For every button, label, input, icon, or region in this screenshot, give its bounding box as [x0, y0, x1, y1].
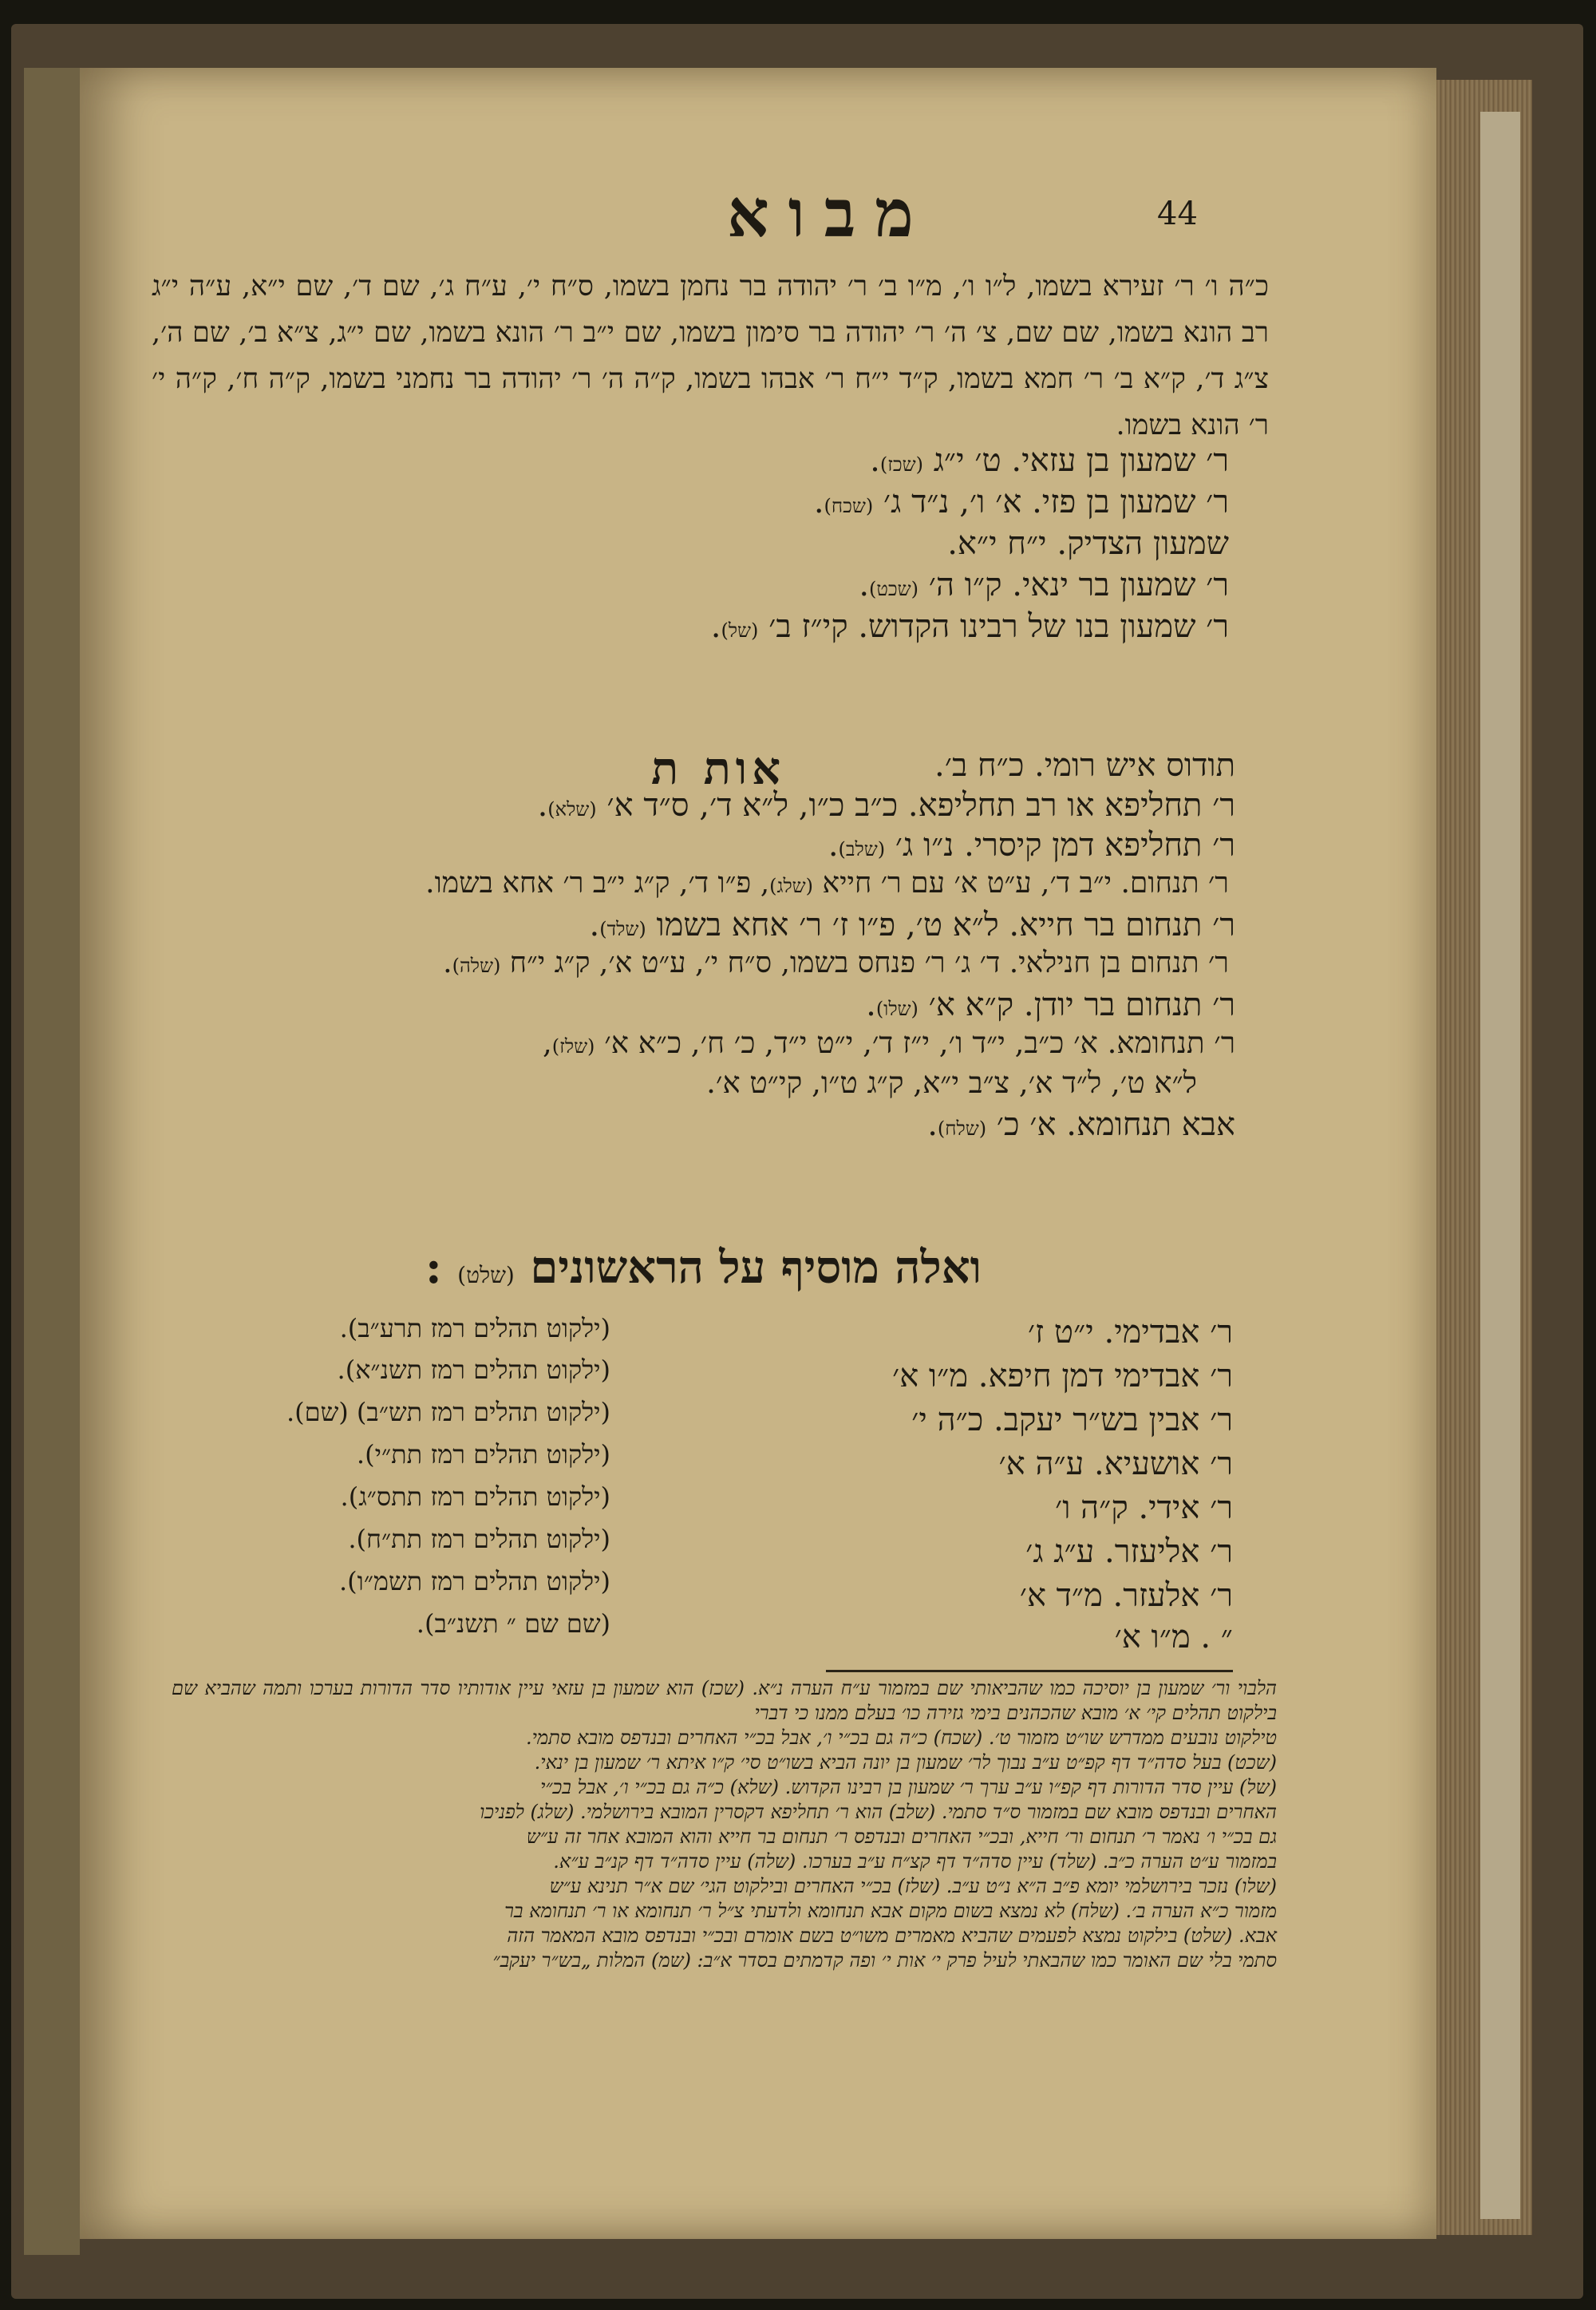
addendum-heading: ואלה מוסיף על הראשונים (שלט) :: [425, 1241, 982, 1294]
list-item: ל״א ט׳, ל״ד א׳, צ״ב י״א, ק״ג ט״ו, קי״ט א׳.: [706, 1066, 1197, 1100]
list-item: ר׳ שמעון בנו של רבינו הקדוש. קי״ז ב׳ (של).: [710, 608, 1229, 645]
footnote-line: אבא. (שלט) בילקוט נמצא לפעמים שהביא מאמרים משו״ט בשם אומרם ובכ״י ובנדפס מובא המאמר הזה: [507, 1924, 1277, 1947]
addendum-rabbi: ״ . מ״ו א׳: [1114, 1619, 1233, 1655]
list-item: ר׳ שמעון בן עזאי. ט׳ י״ג (שכז).: [870, 442, 1229, 479]
list-item: ר׳ תנחום בר יודן. ק״א א׳ (שלו).: [866, 987, 1235, 1023]
addendum-source: (ילקוט תהלים רמז תת״ח).: [348, 1524, 610, 1554]
list-item: ר׳ תחליפא דמן קיסרי. נ״ו ג׳ (שלב).: [828, 827, 1235, 864]
footnote-divider: [826, 1670, 1233, 1672]
addendum-rabbi: ר׳ אליעזר. ע״ג ג׳: [1025, 1533, 1233, 1570]
footnote-line: (שכט) בעל סדה״ד דף קפ״ט ע״ב נבוך לר׳ שמעון בן יונה הביא בשו״ט סי׳ ק״ו איתא ר׳ שמעון בן ינאי.: [534, 1751, 1277, 1774]
section-title: מבוא: [727, 176, 933, 252]
footnote-line: הלבוי ור׳ שמעון בן יוסיכה כמו שהביאותי שם במזמור ע״ח הערה נ״א. (שכז) הוא שמעון בן עזאי עיין אודותיו סדר הדורות בערכו ותמה שהביא שם בילקוט תהלים קי׳ א׳ מובא שהכהנים בימי גזירה כו׳ בעלם ממנו כי דברי: [172, 1677, 1277, 1724]
addendum-source: (ילקוט תהלים רמז תש״ב) (שם).: [286, 1397, 610, 1427]
addendum-rabbi: ר׳ אבדימי דמן חיפא. מ״ו א׳: [891, 1358, 1233, 1394]
footnote-line: (של) עיין סדר הדורות דף קפ״ו ע״ב ערך ר׳ שמעון בן רבינו הקדוש. (שלא) כ״ה גם בכ״י ו׳, אבל בכ״י: [540, 1776, 1277, 1798]
footnote-line: מזמור כ״א הערה ב׳. (שלח) לא נמצא בשום מקום אבא תנחומא ולדעתי צ״ל ר׳ תנחומא או ר׳ תנחומא בר: [504, 1900, 1277, 1922]
addendum-source: (ילקוט תהלים רמז תשמ״ו).: [339, 1566, 610, 1596]
addendum-rabbi: ר׳ אלעזר. מ״ד א׳: [1019, 1577, 1233, 1614]
addendum-source: (ילקוט תהלים רמז תשנ״א).: [337, 1355, 610, 1385]
footnote-line: טילקוט נובעים ממדרש שו״ט מזמור ט׳. (שכח) כ״ה גם בכ״י ו׳, אבל בכ״י האחרים ובנדפס מובא סתמי.: [525, 1727, 1277, 1749]
footnote-line: (שלו) נזכר בירושלמי יומא פ״ב ה״א נ״ט ע״ב. (שלז) בכ״י האחרים ובילקוט הגי׳ שם א״ר תנינא ע״ש: [549, 1875, 1277, 1897]
list-item: ר׳ תחליפא או רב תחליפא. כ״ב כ״ו, ל״א ד׳, ס״ד א׳ (שלא).: [537, 787, 1235, 824]
addendum-rabbi: ר׳ אבדימי. י״ט ז׳: [1027, 1314, 1233, 1351]
list-item: ר׳ תנחום. י״ב ד׳, ע״ט א׳ עם ר׳ חייא (שלג), פ״ו ד׳, ק״ג י״ב ר׳ אחא בשמו.: [425, 867, 1229, 900]
addendum-source: (ילקוט תהלים רמז תת״י).: [356, 1439, 610, 1469]
addendum-source: (ילקוט תהלים רמז תתס״ג).: [340, 1481, 610, 1512]
footnote-line: גם בכ״י ו׳ נאמר ר׳ תנחום ור׳ חייא, ובכ״י האחרים ובנדפס ר׳ תנחום בר חייא והוא המובא אחר זה ע״ש: [526, 1825, 1277, 1848]
footnotes: [172, 1676, 1277, 1973]
addendum-rabbi: ר׳ אידי. ק״ה ו׳: [1054, 1489, 1233, 1526]
addendum-rabbi: ר׳ אבין בש״ר יעקב. כ״ה י׳: [911, 1402, 1233, 1438]
addendum-source: (ילקוט תהלים רמז תרע״ב).: [339, 1313, 610, 1343]
previous-page-edge: [24, 68, 80, 2255]
page-number: 44: [1157, 196, 1198, 232]
list-item: תודוס איש רומי. כ״ח ב׳.: [934, 747, 1235, 784]
list-item: ר׳ תנחומא. א׳ כ״ב, י״ד ו׳, י״ז ד׳, י״ט י״ד, כ׳ ח׳, כ״א א׳ (שלז),: [543, 1026, 1235, 1060]
addendum-source: (שם שם ״ תשנ״ב).: [416, 1608, 610, 1639]
list-item: ר׳ תנחום בר חייא. ל״א ט׳, פ״ו ז׳ ר׳ אחא בשמו (שלד).: [589, 907, 1235, 943]
book-page: [80, 68, 1436, 2239]
footnote-line: סתמי בלי שם האומר כמו שהבאתי לעיל פרק י׳ אות י׳ ופה קדמתים בסדר א״ב: (שמ) המלות „בש״ר יעקב״: [492, 1949, 1277, 1972]
list-item: אבא תנחומא. א׳ כ׳ (שלח).: [927, 1106, 1235, 1143]
list-item: ר׳ שמעון בר ינאי. ק״ו ה׳ (שכט).: [859, 567, 1229, 603]
list-item: שמעון הצדיק. י״ח י״א.: [947, 525, 1229, 562]
letter-heading: אות ת: [650, 742, 786, 795]
list-item: ר׳ תנחום בן חנילאי. ד׳ ג׳ ר׳ פנחס בשמו, ס״ח י׳, ע״ט א׳, ק״ג י״ח (שלה).: [443, 947, 1229, 979]
footnote-line: במזמור ע״ט הערה כ״ב. (שלד) עיין סדה״ד דף קצ״ח ע״ב בערכו. (שלה) עיין סדה״ד דף קנ״ב ע״א.: [553, 1850, 1277, 1873]
footnote-line: האחרים ובנדפס מובא שם במזמור ס״ד סתמי. (שלב) הוא ר׳ תחליפא דקסרין המובא בירושלמי. (שלג) לפניכו: [480, 1801, 1277, 1823]
page-stack-edge: [1480, 112, 1520, 2219]
intro-paragraph: כ״ה ו׳ ר׳ זעירא בשמו, ל״ו ו׳, מ״ו ב׳ ר׳ יהודה בר נחמן בשמו, ס״ח י׳, ע״ח ג׳, שם ד׳, שם י״א, ע״ה י״ג רב הונא בשמו, שם שם, צ׳ ה׳ ר׳ יהודה בר סימון בשמו, שם י״ב ר׳ הונא בשמו, שם י״ג, צ״א ב׳, שם ה׳, צ״ג ד׳, ק״א ב׳ ר׳ חמא בשמו, ק״ד י״ח ר׳ אבהו בשמו, ק״ה ה׳ ר׳ יהודה בר נחמני בשמו, ק״ה ח׳, ק״ה י׳ ר׳ הונא בשמו.: [152, 271, 1269, 441]
addendum-rabbi: ר׳ אושעיא. ע״ה א׳: [998, 1446, 1233, 1482]
list-item: ר׳ שמעון בן פזי. א׳ ו׳, נ״ד ג׳ (שכח).: [813, 484, 1229, 520]
